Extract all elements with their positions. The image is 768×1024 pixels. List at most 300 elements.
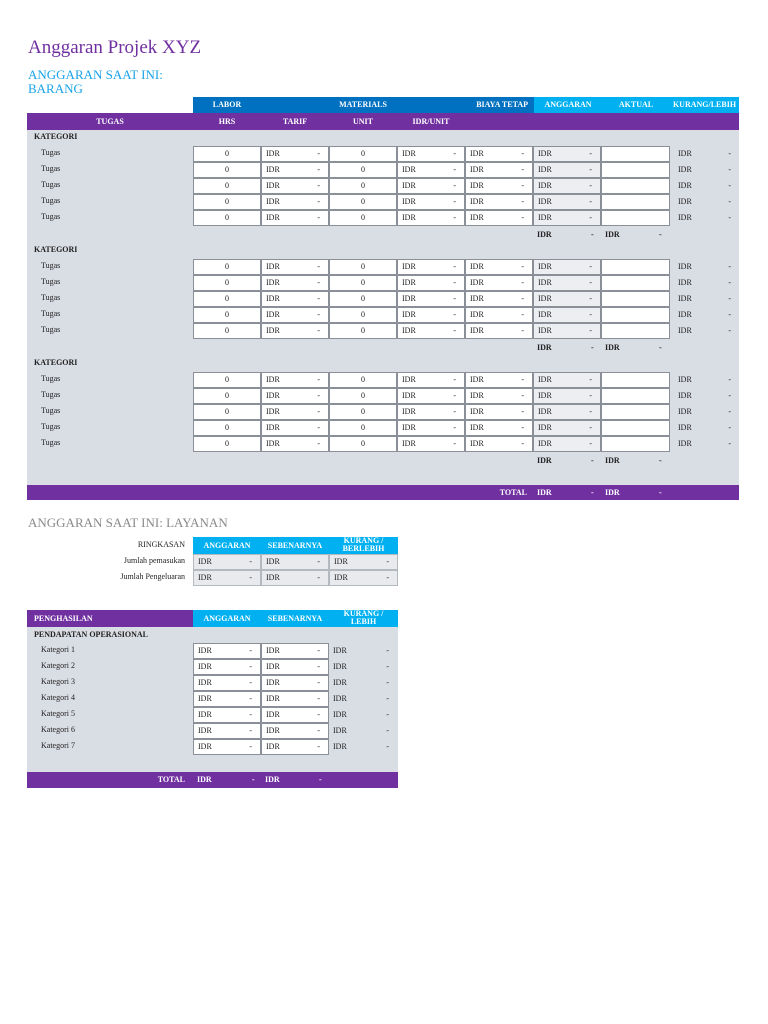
income-difference-cell: [329, 691, 395, 707]
rate-input-currency: IDR: [266, 407, 280, 416]
fixed-cost-input-currency: IDR: [470, 423, 484, 432]
budget-cell-currency: IDR: [538, 197, 552, 206]
budget-cell-value: -: [589, 423, 592, 432]
income-row-label: Kategori 7: [41, 741, 75, 750]
budget-cell-currency: IDR: [538, 262, 552, 271]
budget-cell-value: -: [589, 439, 592, 448]
idr-per-unit-input[interactable]: [397, 178, 465, 194]
goods-total-row: [27, 485, 739, 500]
income-difference-currency: IDR: [333, 662, 347, 671]
income-budget-input-value: -: [249, 726, 252, 735]
unit-input[interactable]: 0: [329, 275, 397, 291]
income-actual-input-value: -: [317, 662, 320, 671]
income-header-diff: [329, 610, 398, 627]
fixed-cost-input-currency: IDR: [470, 213, 484, 222]
idr-per-unit-input[interactable]: [397, 388, 465, 404]
page-title: Anggaran Projek XYZ: [28, 37, 202, 58]
income-actual-input-currency: IDR: [266, 694, 280, 703]
fixed-cost-input[interactable]: [465, 307, 533, 323]
income-difference-value: -: [386, 678, 389, 687]
idr-per-unit-input-value: -: [453, 439, 456, 448]
summary-cell-value: -: [317, 557, 320, 566]
rate-input[interactable]: [261, 178, 329, 194]
rate-input[interactable]: [261, 323, 329, 339]
actual-input[interactable]: [601, 259, 670, 275]
budget-cell-currency: IDR: [538, 213, 552, 222]
subtotal-actual-value: -: [659, 456, 662, 465]
hours-input[interactable]: 0: [193, 420, 261, 436]
rate-input-value: -: [317, 439, 320, 448]
unit-input[interactable]: 0: [329, 291, 397, 307]
rate-input[interactable]: [261, 210, 329, 226]
idr-per-unit-input-value: -: [453, 407, 456, 416]
task-label: Tugas: [41, 293, 61, 302]
difference-value: -: [728, 391, 731, 400]
rate-input-currency: IDR: [266, 423, 280, 432]
subtotal-budget-currency: IDR: [537, 456, 552, 465]
income-budget-input[interactable]: [193, 707, 261, 723]
idr-per-unit-input[interactable]: [397, 436, 465, 452]
difference-cell: [675, 307, 733, 323]
hours-input[interactable]: 0: [193, 178, 261, 194]
budget-cell: [533, 323, 601, 339]
rate-input-currency: IDR: [266, 391, 280, 400]
total-actual-currency: IDR: [605, 488, 620, 497]
subtotal-actual-value: -: [659, 343, 662, 352]
rate-input-currency: IDR: [266, 310, 280, 319]
income-difference-cell: [329, 675, 395, 691]
budget-cell-currency: IDR: [538, 310, 552, 319]
idr-per-unit-input[interactable]: [397, 210, 465, 226]
actual-input[interactable]: [601, 420, 670, 436]
col-rate: TARIF: [282, 117, 308, 126]
category-label: KATEGORI: [34, 358, 78, 367]
fixed-cost-input-currency: IDR: [470, 407, 484, 416]
income-actual-input-value: -: [317, 646, 320, 655]
income-header-diff-line1: KURANG /: [343, 609, 384, 618]
idr-per-unit-input[interactable]: [397, 404, 465, 420]
hours-input[interactable]: 0: [193, 210, 261, 226]
income-difference-currency: IDR: [333, 678, 347, 687]
income-budget-input-value: -: [249, 694, 252, 703]
task-label: Tugas: [41, 261, 61, 270]
idr-per-unit-input[interactable]: [397, 194, 465, 210]
fixed-cost-input-currency: IDR: [470, 310, 484, 319]
actual-input[interactable]: [601, 178, 670, 194]
income-header-budget: ANGGARAN: [193, 610, 261, 627]
hours-input[interactable]: 0: [193, 194, 261, 210]
summary-cell-currency: IDR: [334, 557, 348, 566]
actual-input[interactable]: [601, 372, 670, 388]
unit-input[interactable]: 0: [329, 178, 397, 194]
group-header-row: [193, 97, 739, 113]
difference-currency: IDR: [678, 165, 692, 174]
budget-cell-value: -: [589, 375, 592, 384]
idr-per-unit-input-value: -: [453, 294, 456, 303]
budget-cell: [533, 388, 601, 404]
fixed-cost-input-value: -: [521, 439, 524, 448]
idr-per-unit-input[interactable]: [397, 307, 465, 323]
subtotal-actual-value: -: [659, 230, 662, 239]
budget-cell: [533, 291, 601, 307]
income-actual-input[interactable]: [261, 739, 329, 755]
income-actual-input-currency: IDR: [266, 710, 280, 719]
fixed-cost-input[interactable]: [465, 388, 533, 404]
fixed-cost-input-value: -: [521, 262, 524, 271]
income-header-actual: SEBENARNYA: [261, 610, 329, 627]
income-actual-input-value: -: [317, 694, 320, 703]
rate-input-value: -: [317, 181, 320, 190]
summary-cell-currency: IDR: [334, 573, 348, 582]
income-budget-input[interactable]: [193, 739, 261, 755]
rate-input[interactable]: [261, 275, 329, 291]
difference-value: -: [728, 310, 731, 319]
budget-cell: [533, 436, 601, 452]
income-difference-currency: IDR: [333, 726, 347, 735]
income-actual-input-currency: IDR: [266, 678, 280, 687]
income-actual-input[interactable]: [261, 691, 329, 707]
difference-cell: [675, 388, 733, 404]
difference-cell: [675, 275, 733, 291]
actual-input[interactable]: [601, 162, 670, 178]
summary-cell-currency: IDR: [198, 573, 212, 582]
income-actual-input[interactable]: [261, 643, 329, 659]
difference-currency: IDR: [678, 278, 692, 287]
difference-cell: [675, 436, 733, 452]
income-budget-input-value: -: [249, 646, 252, 655]
budget-cell-value: -: [589, 165, 592, 174]
idr-per-unit-input-value: -: [453, 375, 456, 384]
task-label: Tugas: [41, 212, 61, 221]
budget-cell-currency: IDR: [538, 278, 552, 287]
fixed-cost-input-currency: IDR: [470, 149, 484, 158]
header-diff: KURANG/LEBIH: [672, 100, 737, 109]
income-row-label: Kategori 5: [41, 709, 75, 718]
income-difference-cell: [329, 739, 395, 755]
rate-input[interactable]: [261, 388, 329, 404]
task-label: Tugas: [41, 406, 61, 415]
idr-per-unit-input[interactable]: [397, 259, 465, 275]
budget-cell-currency: IDR: [538, 375, 552, 384]
difference-cell: [675, 323, 733, 339]
rate-input-value: -: [317, 375, 320, 384]
idr-per-unit-input[interactable]: [397, 323, 465, 339]
difference-currency: IDR: [678, 181, 692, 190]
rate-input[interactable]: [261, 259, 329, 275]
hours-input[interactable]: 0: [193, 307, 261, 323]
task-label: Tugas: [41, 374, 61, 383]
rate-input-value: -: [317, 213, 320, 222]
idr-per-unit-input[interactable]: [397, 162, 465, 178]
rate-input-value: -: [317, 197, 320, 206]
heading-line-1: ANGGARAN SAAT INI:: [28, 67, 163, 82]
income-budget-input[interactable]: [193, 691, 261, 707]
unit-input[interactable]: 0: [329, 210, 397, 226]
income-row-label: Kategori 1: [41, 645, 75, 654]
category-label: KATEGORI: [34, 132, 78, 141]
unit-input[interactable]: 0: [329, 372, 397, 388]
idr-per-unit-input-currency: IDR: [402, 262, 416, 271]
budget-cell-value: -: [589, 310, 592, 319]
unit-input[interactable]: 0: [329, 146, 397, 162]
rate-input-currency: IDR: [266, 149, 280, 158]
income-budget-input[interactable]: [193, 659, 261, 675]
fixed-cost-input[interactable]: [465, 291, 533, 307]
actual-input[interactable]: [601, 194, 670, 210]
hours-input[interactable]: 0: [193, 162, 261, 178]
rate-input-currency: IDR: [266, 326, 280, 335]
rate-input-value: -: [317, 326, 320, 335]
income-row-label: Kategori 3: [41, 677, 75, 686]
income-budget-input[interactable]: [193, 723, 261, 739]
rate-input[interactable]: [261, 420, 329, 436]
unit-input[interactable]: 0: [329, 307, 397, 323]
rate-input[interactable]: [261, 162, 329, 178]
difference-currency: IDR: [678, 407, 692, 416]
hours-input[interactable]: 0: [193, 146, 261, 162]
rate-input-value: -: [317, 391, 320, 400]
idr-per-unit-input-value: -: [453, 326, 456, 335]
fixed-cost-input[interactable]: [465, 436, 533, 452]
summary-diff-cell: [329, 570, 398, 586]
fixed-cost-input-currency: IDR: [470, 439, 484, 448]
idr-per-unit-input-currency: IDR: [402, 197, 416, 206]
header-actual: AKTUAL: [618, 100, 654, 109]
summary-header-actual: SEBENARNYA: [261, 537, 329, 554]
income-actual-input[interactable]: [261, 707, 329, 723]
idr-per-unit-input-currency: IDR: [402, 181, 416, 190]
income-actual-input[interactable]: [261, 659, 329, 675]
fixed-cost-input[interactable]: [465, 162, 533, 178]
actual-input[interactable]: [601, 436, 670, 452]
actual-input[interactable]: [601, 388, 670, 404]
fixed-cost-input[interactable]: [465, 372, 533, 388]
task-label: Tugas: [41, 196, 61, 205]
budget-cell: [533, 210, 601, 226]
subtotal-budget-value: -: [591, 456, 594, 465]
income-actual-input[interactable]: [261, 723, 329, 739]
income-total-label: TOTAL: [157, 775, 185, 784]
idr-per-unit-input[interactable]: [397, 146, 465, 162]
rate-input-currency: IDR: [266, 294, 280, 303]
task-label: Tugas: [41, 164, 61, 173]
summary-cell-value: -: [317, 573, 320, 582]
idr-per-unit-input[interactable]: [397, 420, 465, 436]
income-difference-cell: [329, 643, 395, 659]
col-idr-unit: IDR/UNIT: [412, 117, 450, 126]
summary-diff-cell: [329, 554, 398, 570]
budget-cell-value: -: [589, 391, 592, 400]
actual-input[interactable]: [601, 275, 670, 291]
income-total-actual-currency: IDR: [265, 775, 280, 784]
actual-input[interactable]: [601, 307, 670, 323]
budget-cell-currency: IDR: [538, 407, 552, 416]
budget-cell-value: -: [589, 326, 592, 335]
idr-per-unit-input-value: -: [453, 391, 456, 400]
task-label: Tugas: [41, 390, 61, 399]
income-actual-input-currency: IDR: [266, 662, 280, 671]
idr-per-unit-input-value: -: [453, 181, 456, 190]
rate-input-currency: IDR: [266, 439, 280, 448]
budget-cell-currency: IDR: [538, 165, 552, 174]
hours-input[interactable]: 0: [193, 259, 261, 275]
rate-input-currency: IDR: [266, 375, 280, 384]
rate-input[interactable]: [261, 372, 329, 388]
income-actual-input-value: -: [317, 742, 320, 751]
unit-input[interactable]: 0: [329, 436, 397, 452]
difference-value: -: [728, 278, 731, 287]
unit-input[interactable]: 0: [329, 162, 397, 178]
rate-input[interactable]: [261, 291, 329, 307]
income-actual-input-value: -: [317, 726, 320, 735]
idr-per-unit-input[interactable]: [397, 275, 465, 291]
summary-actual-cell: [261, 554, 329, 570]
rate-input[interactable]: [261, 404, 329, 420]
budget-cell: [533, 420, 601, 436]
fixed-cost-input-value: -: [521, 278, 524, 287]
budget-cell-currency: IDR: [538, 423, 552, 432]
fixed-cost-input[interactable]: [465, 194, 533, 210]
fixed-cost-input[interactable]: [465, 420, 533, 436]
rate-input[interactable]: [261, 436, 329, 452]
income-table-body: [27, 627, 398, 772]
difference-value: -: [728, 181, 731, 190]
fixed-cost-input[interactable]: [465, 146, 533, 162]
unit-input[interactable]: 0: [329, 404, 397, 420]
income-difference-currency: IDR: [333, 742, 347, 751]
income-difference-value: -: [386, 726, 389, 735]
income-actual-input[interactable]: [261, 675, 329, 691]
idr-per-unit-input[interactable]: [397, 372, 465, 388]
budget-cell-value: -: [589, 197, 592, 206]
unit-input[interactable]: 0: [329, 420, 397, 436]
difference-cell: [675, 210, 733, 226]
heading-line-2: BARANG: [28, 81, 83, 96]
income-actual-input-currency: IDR: [266, 726, 280, 735]
total-label: TOTAL: [499, 488, 527, 497]
task-label: Tugas: [41, 309, 61, 318]
fixed-cost-input-value: -: [521, 213, 524, 222]
fixed-cost-input-value: -: [521, 149, 524, 158]
difference-value: -: [728, 326, 731, 335]
actual-input[interactable]: [601, 146, 670, 162]
total-budget-currency: IDR: [537, 488, 552, 497]
budget-cell-currency: IDR: [538, 439, 552, 448]
idr-per-unit-input-value: -: [453, 165, 456, 174]
difference-value: -: [728, 197, 731, 206]
budget-cell-currency: IDR: [538, 294, 552, 303]
difference-currency: IDR: [678, 310, 692, 319]
rate-input-value: -: [317, 278, 320, 287]
income-budget-input[interactable]: [193, 675, 261, 691]
actual-input[interactable]: [601, 323, 670, 339]
income-budget-input-currency: IDR: [198, 694, 212, 703]
fixed-cost-input[interactable]: [465, 323, 533, 339]
budget-cell: [533, 194, 601, 210]
fixed-cost-input[interactable]: [465, 259, 533, 275]
rate-input[interactable]: [261, 307, 329, 323]
income-actual-input-value: -: [317, 678, 320, 687]
task-label: Tugas: [41, 277, 61, 286]
idr-per-unit-input-value: -: [453, 278, 456, 287]
hours-input[interactable]: 0: [193, 323, 261, 339]
income-budget-input-currency: IDR: [198, 742, 212, 751]
difference-currency: IDR: [678, 439, 692, 448]
difference-cell: [675, 194, 733, 210]
actual-input[interactable]: [601, 404, 670, 420]
unit-input[interactable]: 0: [329, 323, 397, 339]
difference-value: -: [728, 165, 731, 174]
budget-cell-value: -: [589, 278, 592, 287]
task-label: Tugas: [41, 325, 61, 334]
income-difference-currency: IDR: [333, 646, 347, 655]
idr-per-unit-input[interactable]: [397, 291, 465, 307]
fixed-cost-input-currency: IDR: [470, 165, 484, 174]
unit-input[interactable]: 0: [329, 259, 397, 275]
budget-cell-value: -: [589, 294, 592, 303]
rate-input[interactable]: [261, 194, 329, 210]
subtotal-actual-currency: IDR: [605, 456, 620, 465]
subtotal-actual-currency: IDR: [605, 230, 620, 239]
summary-cell-currency: IDR: [266, 573, 280, 582]
rate-input-currency: IDR: [266, 213, 280, 222]
rate-input[interactable]: [261, 146, 329, 162]
summary-row-label: Jumlah pemasukan: [123, 556, 185, 565]
fixed-cost-input-currency: IDR: [470, 181, 484, 190]
budget-cell: [533, 162, 601, 178]
income-difference-value: -: [386, 694, 389, 703]
task-label: Tugas: [41, 180, 61, 189]
difference-value: -: [728, 213, 731, 222]
column-header-row: [27, 113, 739, 130]
income-budget-input-value: -: [249, 710, 252, 719]
hours-input[interactable]: 0: [193, 291, 261, 307]
rate-input-value: -: [317, 310, 320, 319]
header-labor: LABOR: [212, 100, 242, 109]
income-budget-input-currency: IDR: [198, 678, 212, 687]
income-total-actual-value: -: [319, 775, 322, 784]
budget-cell: [533, 404, 601, 420]
hours-input[interactable]: 0: [193, 436, 261, 452]
fixed-cost-input-currency: IDR: [470, 278, 484, 287]
unit-input[interactable]: 0: [329, 388, 397, 404]
fixed-cost-input-value: -: [521, 310, 524, 319]
hours-input[interactable]: 0: [193, 404, 261, 420]
summary-cell-currency: IDR: [266, 557, 280, 566]
fixed-cost-input[interactable]: [465, 275, 533, 291]
rate-input-currency: IDR: [266, 181, 280, 190]
hours-input[interactable]: 0: [193, 388, 261, 404]
unit-input[interactable]: 0: [329, 194, 397, 210]
difference-value: -: [728, 439, 731, 448]
rate-input-value: -: [317, 262, 320, 271]
difference-cell: [675, 372, 733, 388]
actual-input[interactable]: [601, 291, 670, 307]
actual-input[interactable]: [601, 210, 670, 226]
fixed-cost-input[interactable]: [465, 404, 533, 420]
fixed-cost-input[interactable]: [465, 210, 533, 226]
fixed-cost-input-value: -: [521, 326, 524, 335]
fixed-cost-input[interactable]: [465, 178, 533, 194]
summary-header-budget: ANGGARAN: [193, 537, 261, 554]
income-budget-input[interactable]: [193, 643, 261, 659]
hours-input[interactable]: 0: [193, 275, 261, 291]
rate-input-currency: IDR: [266, 262, 280, 271]
income-budget-input-currency: IDR: [198, 662, 212, 671]
task-label: Tugas: [41, 438, 61, 447]
idr-per-unit-input-value: -: [453, 310, 456, 319]
hours-input[interactable]: 0: [193, 372, 261, 388]
